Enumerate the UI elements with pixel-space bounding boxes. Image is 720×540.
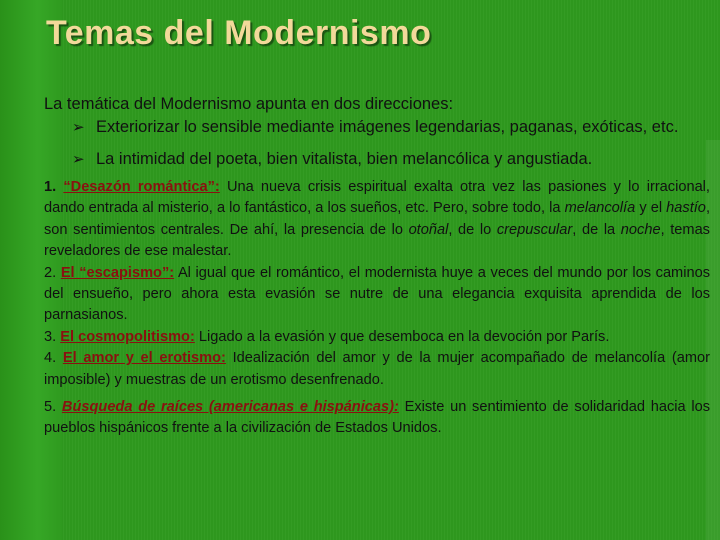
item-number: 3. <box>44 328 57 345</box>
slide-title: Temas del Modernismo <box>46 14 432 52</box>
item-heading: El amor y el erotismo: <box>62 350 226 367</box>
item-text: , son sentimientos centrales. De ahí, la presencia de lo <box>44 200 710 238</box>
item-heading: El “escapismo”: <box>60 264 175 281</box>
theme-item-2 <box>44 263 710 327</box>
arrow-bullet-icon: ➢ <box>72 151 85 168</box>
bullet-text: Exteriorizar lo sensible mediante imágenes legendarias, paganas, exóticas, etc. <box>96 118 679 136</box>
item-heading: “Desazón romántica”: <box>63 179 220 195</box>
item-number: 4. <box>44 350 57 367</box>
emphasis-text: crepuscular <box>496 221 573 238</box>
item-number: 1. <box>44 179 57 195</box>
arrow-bullet-icon: ➢ <box>72 119 85 136</box>
emphasis-text: hastío <box>666 200 706 217</box>
theme-item-3 <box>44 327 710 348</box>
theme-item-4 <box>44 348 710 391</box>
emphasis-text: melancolía <box>564 200 636 217</box>
item-text: Al igual que el romántico, el modernista huye a veces del mundo por los caminos del ensueño, pero ahora esta evasión se nutre de una elegancia exquisita aprendida de los parnasianos. <box>44 264 710 324</box>
item-text: Idealización del amor y de la mujer acompañado de melancolía (amor imposible) y muestras de un erotismo desenfrenado. <box>44 350 710 388</box>
bullet-item-exteriorizar <box>72 116 710 139</box>
item-text: Ligado a la evasión y que desemboca en la devoción por París. <box>194 328 610 345</box>
item-heading: Búsqueda de raíces (americanas e hispánicas): <box>61 399 399 416</box>
theme-item-5 <box>44 397 710 440</box>
item-heading: El cosmopolitismo: <box>60 328 195 345</box>
bullet-item-intimidad <box>72 148 710 171</box>
item-text: , de lo <box>448 221 497 238</box>
theme-item-1 <box>44 177 710 263</box>
slide-content <box>44 92 710 440</box>
item-text: , temas reveladores de ese malestar. <box>44 221 710 260</box>
emphasis-text: noche <box>620 221 661 238</box>
item-text: Una nueva crisis espiritual exalta otra vez las pasiones y lo irracional, dando entrada al misterio, a lo fantástico, a los sueños, etc. Pero, sobre todo, la <box>44 179 710 217</box>
bullet-text: La intimidad del poeta, bien vitalista, bien melancólica y angustiada. <box>96 150 593 168</box>
item-text: , de la <box>572 221 621 238</box>
item-text: Existe un sentimiento de solidaridad hacia los pueblos hispánicos frente a la civilización de Estados Unidos. <box>44 399 710 437</box>
item-text: y el <box>635 200 667 217</box>
intro-text: La temática del Modernismo apunta en dos direcciones: <box>44 95 454 113</box>
item-number: 5. <box>44 399 57 416</box>
emphasis-text: otoñal <box>408 221 449 238</box>
item-number: 2. <box>44 264 57 281</box>
